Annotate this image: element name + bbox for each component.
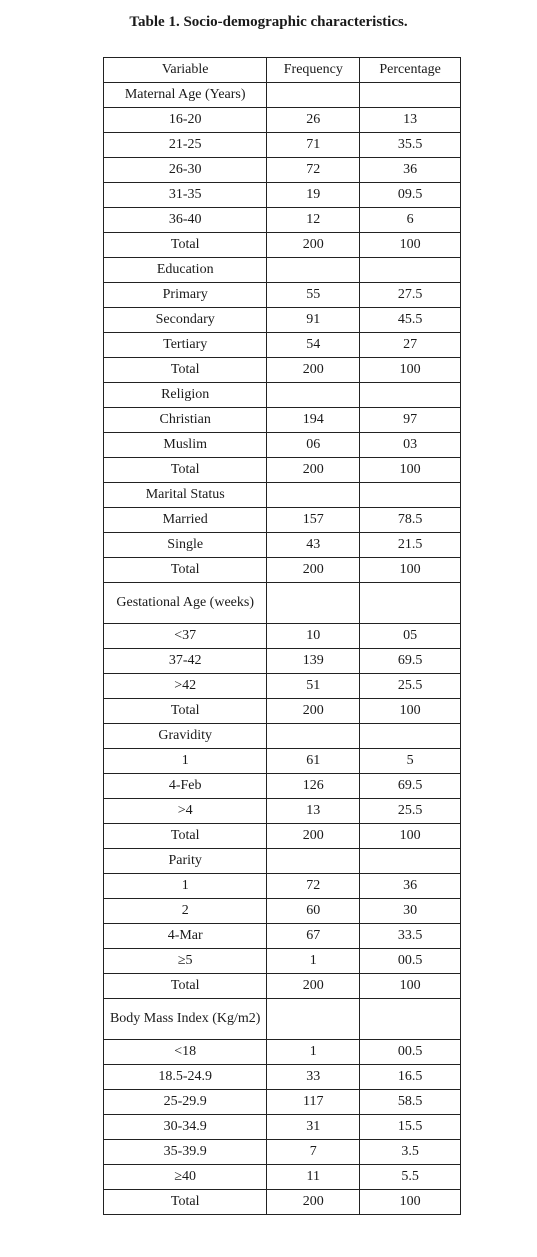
percentage-cell: 27.5: [360, 283, 461, 308]
frequency-cell: [267, 724, 360, 749]
frequency-cell: [267, 849, 360, 874]
section-label: Religion: [104, 383, 267, 408]
frequency-cell: [267, 258, 360, 283]
frequency-cell: 26: [267, 108, 360, 133]
variable-cell: Total: [104, 458, 267, 483]
percentage-cell: [360, 724, 461, 749]
section-label: Maternal Age (Years): [104, 83, 267, 108]
frequency-cell: 10: [267, 624, 360, 649]
variable-cell: Total: [104, 974, 267, 999]
table-row: [104, 158, 461, 183]
variable-cell: Total: [104, 824, 267, 849]
percentage-cell: 09.5: [360, 183, 461, 208]
section-label: Gravidity: [104, 724, 267, 749]
variable-cell: 18.5-24.9: [104, 1065, 267, 1090]
table-row: [104, 899, 461, 924]
table-row: [104, 233, 461, 258]
percentage-cell: 25.5: [360, 799, 461, 824]
percentage-cell: [360, 999, 461, 1040]
table-row: [104, 183, 461, 208]
frequency-cell: 200: [267, 558, 360, 583]
table-row: [104, 749, 461, 774]
percentage-cell: 36: [360, 874, 461, 899]
percentage-cell: 00.5: [360, 949, 461, 974]
percentage-cell: 30: [360, 899, 461, 924]
variable-cell: 36-40: [104, 208, 267, 233]
table-row: [104, 283, 461, 308]
frequency-cell: 31: [267, 1115, 360, 1140]
frequency-cell: 72: [267, 158, 360, 183]
frequency-cell: 55: [267, 283, 360, 308]
frequency-cell: 11: [267, 1165, 360, 1190]
percentage-cell: 100: [360, 699, 461, 724]
variable-cell: Tertiary: [104, 333, 267, 358]
frequency-cell: [267, 583, 360, 624]
table-row: [104, 1065, 461, 1090]
variable-cell: <37: [104, 624, 267, 649]
table-row: [104, 308, 461, 333]
frequency-cell: 1: [267, 1040, 360, 1065]
variable-cell: <18: [104, 1040, 267, 1065]
frequency-cell: 200: [267, 824, 360, 849]
frequency-cell: [267, 483, 360, 508]
section-label: Gestational Age (weeks): [104, 583, 267, 624]
table-row: [104, 333, 461, 358]
percentage-cell: 78.5: [360, 508, 461, 533]
table-header: [104, 58, 461, 83]
variable-cell: >42: [104, 674, 267, 699]
variable-cell: 35-39.9: [104, 1140, 267, 1165]
percentage-cell: [360, 483, 461, 508]
percentage-cell: 100: [360, 233, 461, 258]
header-frequency: Frequency: [267, 58, 360, 83]
table-row: [104, 1165, 461, 1190]
percentage-cell: 45.5: [360, 308, 461, 333]
section-row: [104, 383, 461, 408]
percentage-cell: 69.5: [360, 649, 461, 674]
table-row: [104, 874, 461, 899]
frequency-cell: 33: [267, 1065, 360, 1090]
section-label: Parity: [104, 849, 267, 874]
percentage-cell: 33.5: [360, 924, 461, 949]
variable-cell: 16-20: [104, 108, 267, 133]
variable-cell: 31-35: [104, 183, 267, 208]
section-row: [104, 83, 461, 108]
table-row: [104, 1140, 461, 1165]
variable-cell: ≥5: [104, 949, 267, 974]
percentage-cell: [360, 383, 461, 408]
section-row: [104, 258, 461, 283]
variable-cell: 1: [104, 749, 267, 774]
percentage-cell: 69.5: [360, 774, 461, 799]
frequency-cell: [267, 83, 360, 108]
percentage-cell: 05: [360, 624, 461, 649]
percentage-cell: 100: [360, 358, 461, 383]
percentage-cell: 3.5: [360, 1140, 461, 1165]
percentage-cell: [360, 83, 461, 108]
section-row: [104, 999, 461, 1040]
variable-cell: Secondary: [104, 308, 267, 333]
variable-cell: 25-29.9: [104, 1090, 267, 1115]
percentage-cell: 15.5: [360, 1115, 461, 1140]
variable-cell: 30-34.9: [104, 1115, 267, 1140]
variable-cell: Single: [104, 533, 267, 558]
header-variable: Variable: [104, 58, 267, 83]
frequency-cell: 200: [267, 699, 360, 724]
percentage-cell: 100: [360, 974, 461, 999]
variable-cell: Muslim: [104, 433, 267, 458]
table-row: [104, 458, 461, 483]
variable-cell: Primary: [104, 283, 267, 308]
frequency-cell: 72: [267, 874, 360, 899]
frequency-cell: 67: [267, 924, 360, 949]
frequency-cell: [267, 383, 360, 408]
frequency-cell: 19: [267, 183, 360, 208]
section-label: Body Mass Index (Kg/m2): [104, 999, 267, 1040]
section-row: [104, 724, 461, 749]
percentage-cell: 00.5: [360, 1040, 461, 1065]
frequency-cell: 139: [267, 649, 360, 674]
frequency-cell: 200: [267, 458, 360, 483]
table-row: [104, 699, 461, 724]
variable-cell: Married: [104, 508, 267, 533]
percentage-cell: 25.5: [360, 674, 461, 699]
frequency-cell: [267, 999, 360, 1040]
frequency-cell: 13: [267, 799, 360, 824]
variable-cell: 37-42: [104, 649, 267, 674]
percentage-cell: 100: [360, 558, 461, 583]
frequency-cell: 54: [267, 333, 360, 358]
percentage-cell: 97: [360, 408, 461, 433]
frequency-cell: 12: [267, 208, 360, 233]
frequency-cell: 7: [267, 1140, 360, 1165]
percentage-cell: 100: [360, 824, 461, 849]
socio-demographic-table: [103, 57, 461, 1215]
percentage-cell: 03: [360, 433, 461, 458]
percentage-cell: 58.5: [360, 1090, 461, 1115]
frequency-cell: 200: [267, 974, 360, 999]
variable-cell: Total: [104, 358, 267, 383]
percentage-cell: [360, 583, 461, 624]
variable-cell: ≥40: [104, 1165, 267, 1190]
variable-cell: 4-Feb: [104, 774, 267, 799]
frequency-cell: 60: [267, 899, 360, 924]
frequency-cell: 61: [267, 749, 360, 774]
table-row: [104, 558, 461, 583]
table-row: [104, 533, 461, 558]
table-row: [104, 799, 461, 824]
header-row: [104, 58, 461, 83]
variable-cell: Total: [104, 233, 267, 258]
table-row: [104, 1090, 461, 1115]
frequency-cell: 117: [267, 1090, 360, 1115]
table-row: [104, 949, 461, 974]
table-row: [104, 508, 461, 533]
frequency-cell: 91: [267, 308, 360, 333]
frequency-cell: 1: [267, 949, 360, 974]
table-row: [104, 1040, 461, 1065]
table-row: [104, 974, 461, 999]
frequency-cell: 157: [267, 508, 360, 533]
frequency-cell: 200: [267, 233, 360, 258]
variable-cell: >4: [104, 799, 267, 824]
table-row: [104, 408, 461, 433]
table-body: [104, 83, 461, 1215]
variable-cell: 26-30: [104, 158, 267, 183]
frequency-cell: 194: [267, 408, 360, 433]
variable-cell: Total: [104, 1190, 267, 1215]
percentage-cell: 27: [360, 333, 461, 358]
frequency-cell: 126: [267, 774, 360, 799]
frequency-cell: 06: [267, 433, 360, 458]
percentage-cell: 6: [360, 208, 461, 233]
percentage-cell: [360, 849, 461, 874]
table-row: [104, 774, 461, 799]
table-row: [104, 674, 461, 699]
section-row: [104, 483, 461, 508]
variable-cell: Total: [104, 699, 267, 724]
percentage-cell: 35.5: [360, 133, 461, 158]
percentage-cell: 21.5: [360, 533, 461, 558]
percentage-cell: 16.5: [360, 1065, 461, 1090]
table-row: [104, 433, 461, 458]
table-row: [104, 649, 461, 674]
percentage-cell: 13: [360, 108, 461, 133]
frequency-cell: 200: [267, 1190, 360, 1215]
table-row: [104, 108, 461, 133]
variable-cell: Christian: [104, 408, 267, 433]
variable-cell: 21-25: [104, 133, 267, 158]
frequency-cell: 51: [267, 674, 360, 699]
table-title: Table 1. Socio-demographic characteristics.: [129, 14, 408, 30]
variable-cell: 1: [104, 874, 267, 899]
section-label: Education: [104, 258, 267, 283]
variable-cell: 2: [104, 899, 267, 924]
header-percentage: Percentage: [360, 58, 461, 83]
frequency-cell: 200: [267, 358, 360, 383]
table-row: [104, 924, 461, 949]
percentage-cell: 5.5: [360, 1165, 461, 1190]
section-row: [104, 849, 461, 874]
frequency-cell: 71: [267, 133, 360, 158]
frequency-cell: 43: [267, 533, 360, 558]
variable-cell: 4-Mar: [104, 924, 267, 949]
percentage-cell: 100: [360, 1190, 461, 1215]
percentage-cell: [360, 258, 461, 283]
section-row: [104, 583, 461, 624]
table-row: [104, 1115, 461, 1140]
table-row: [104, 624, 461, 649]
percentage-cell: 100: [360, 458, 461, 483]
table-row: [104, 208, 461, 233]
table-row: [104, 1190, 461, 1215]
percentage-cell: 36: [360, 158, 461, 183]
variable-cell: Total: [104, 558, 267, 583]
table-row: [104, 824, 461, 849]
table-row: [104, 358, 461, 383]
section-label: Marital Status: [104, 483, 267, 508]
table-row: [104, 133, 461, 158]
percentage-cell: 5: [360, 749, 461, 774]
